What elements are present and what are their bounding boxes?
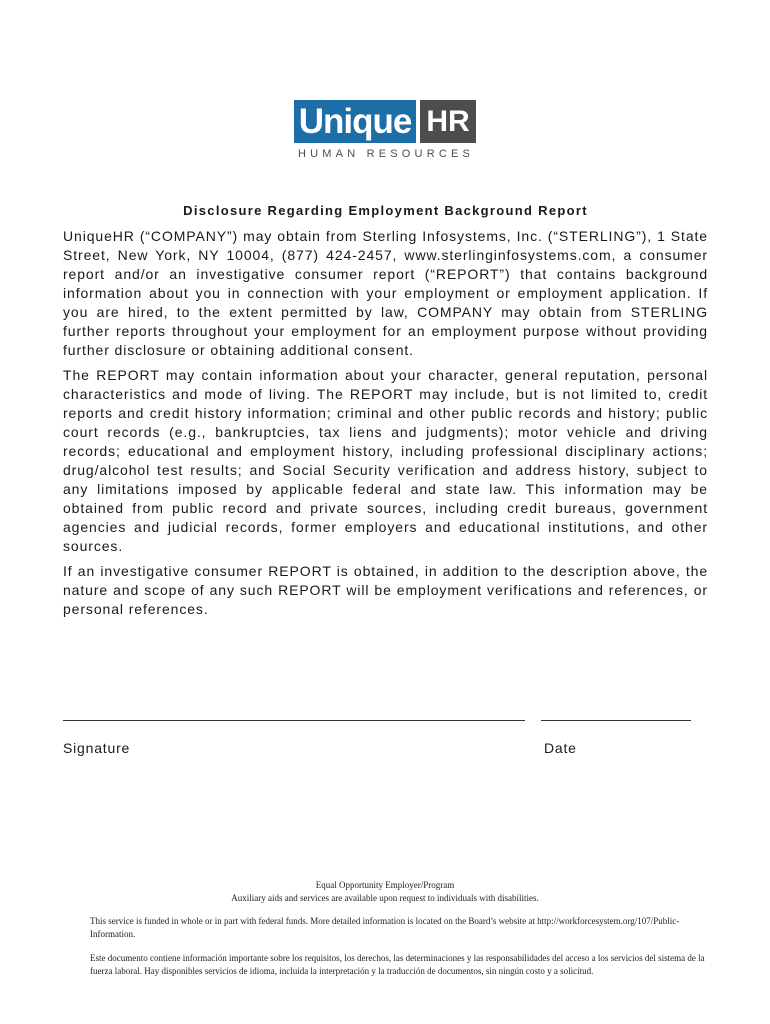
spanish-note: Este documento contiene información importante sobre los requisitos, los derechos, las determinaciones y las responsabilidades del acceso a los servicios del sistema de la fuerza laboral. Hay disponibles servicios de idioma, incluida la interpretación y la traducción de documentos, sin ningún costo y a solicitud.: [90, 953, 705, 976]
disclosure-body: [63, 203, 708, 625]
document-title: Disclosure Regarding Employment Background Report: [183, 203, 588, 218]
logo-subtitle: HUMAN RESOURCES: [298, 148, 475, 160]
uniquehr-logo: [294, 100, 476, 164]
date-line[interactable]: [541, 720, 691, 721]
paragraph-consumer-report: UniqueHR (“COMPANY”) may obtain from Sterling Infosystems, Inc. (“STERLING”), 1 State Street, New York, NY 10004, (877) 424-2457, www.sterlinginfosystems.com, a consumer report and/or an investigative consumer report (“REPORT”) that contains background information about you in connection with your employment or employment application. If you are hired, to the extent permitted by law, COMPANY may obtain from STERLING further reports throughout your employment for an employment purpose without providing further disclosure or obtaining additional consent.: [63, 228, 708, 358]
date-label: Date: [544, 740, 577, 756]
auxiliary-aids-statement: Auxiliary aids and services are available upon request to individuals with disabilities.: [231, 893, 539, 903]
paragraph-investigative-report: If an investigative consumer REPORT is obtained, in addition to the description above, the nature and scope of any such REPORT will be employment verifications and references, or personal references.: [63, 563, 708, 617]
signature-label: Signature: [63, 740, 131, 756]
logo-unique-wordmark: Unique: [294, 100, 416, 143]
funding-note: This service is funded in whole or in part with federal funds. More detailed information is located on the Board’s website at http://workforcesystem.org/107/Public-Information.: [90, 916, 680, 939]
paragraph-report-contents: The REPORT may contain information about your character, general reputation, personal characteristics and mode of living. The REPORT may include, but is not limited to, credit reports and credit history information; criminal and other public records and history; public court records (e.g., bankruptcies, tax liens and judgments); motor vehicle and driving records; educational and employment history, including professional disciplinary actions; drug/alcohol test results; and Social Security verification and address history, subject to any limitations imposed by applicable federal and state law. This information may be obtained from public record and private sources, including credit bureaus, government agencies and judicial records, former employers and educational institutions, and other sources.: [63, 367, 708, 554]
signature-line[interactable]: [63, 720, 525, 721]
eoe-statement: Equal Opportunity Employer/Program: [315, 880, 455, 890]
logo-hr-wordmark: HR: [420, 100, 476, 143]
